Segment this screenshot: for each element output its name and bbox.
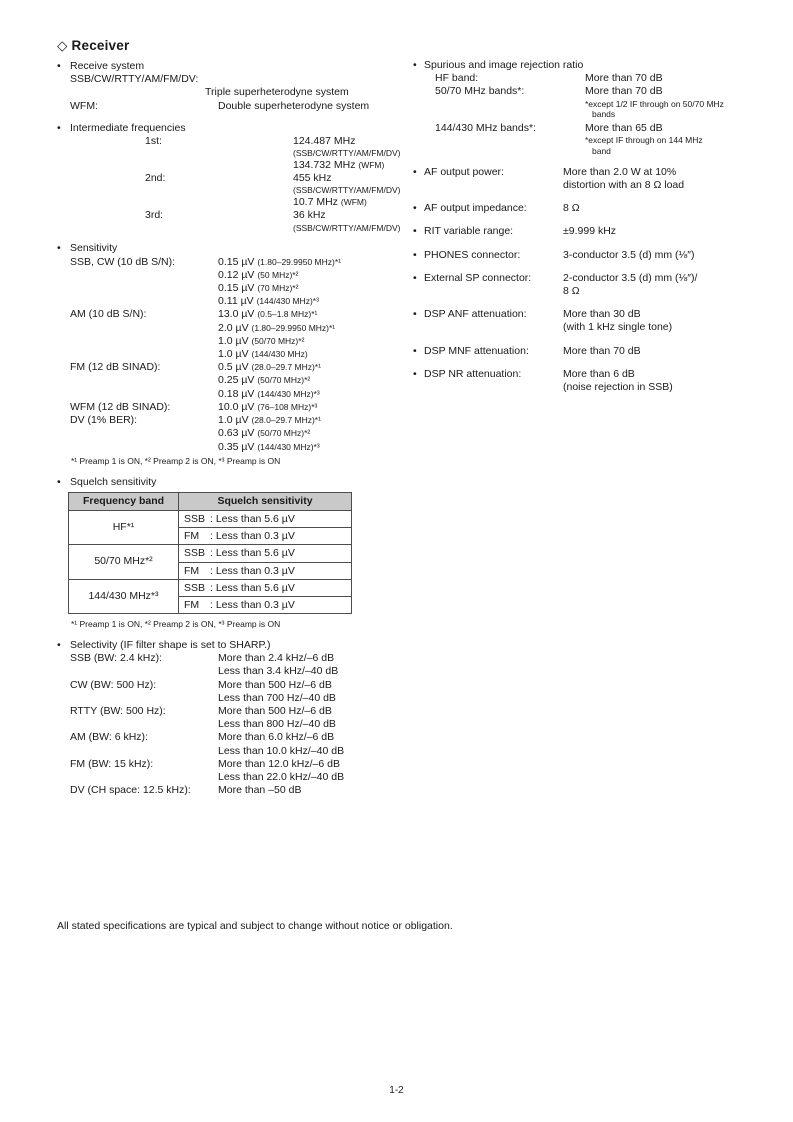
spec-value [218,322,413,335]
spec-value: 0.5 µV [218,361,249,374]
spec-note: (0.5–1.8 MHz)*¹ [257,309,318,320]
rit-variable-range-value: ±9.999 kHz [563,225,617,238]
squelch-heading: Squelch sensitivity [70,475,157,488]
bullet-icon: • [413,271,417,284]
spec-note: (SSB/CW/RTTY/AM/FM/DV) [293,185,401,196]
spec-value: 124.487 MHz [293,135,356,148]
spurious-50-70-label: 50/70 MHz bands*: [435,85,525,98]
spec-row [57,401,413,414]
spec-note: (50/70 MHz)*² [257,428,311,439]
spec-label-row [413,249,563,262]
mode-label: FM [184,530,200,543]
spec-row [57,652,413,678]
spec-value [218,256,413,269]
if-3rd-label: 3rd: [145,209,164,222]
selectivity-dv-label: DV (CH space: 12.5 kHz): [70,784,191,797]
spec-note: (144/430 MHz)*³ [257,441,320,452]
squelch-band-144-430: 144/430 MHz*³ [69,579,179,613]
spurious-144-430-label: 144/430 MHz bands*: [435,122,536,135]
spec-row [57,256,413,309]
spec-row [413,85,753,120]
af-output-impedance-item [413,202,753,215]
spec-note: (50/70 MHz)*² [251,335,305,346]
spec-row [57,414,413,454]
rit-variable-range-item [413,225,753,238]
intermediate-frequencies-section [57,122,413,233]
mode-label: FM [184,564,200,577]
af-output-power-item [413,166,753,192]
page-content [57,37,753,807]
spec-value: 10.0 µV [218,400,255,413]
spec-value: 0.11 µV [218,295,254,308]
bullet-icon: • [413,225,417,238]
spec-note: (144/430 MHz) [251,349,308,360]
receive-system-section [57,60,413,113]
spec-note: (144/430 MHz)*³ [257,388,320,399]
selectivity-heading: Selectivity (IF filter shape is set to SHARP.) [70,638,271,651]
rit-variable-range-label: RIT variable range: [424,225,514,238]
external-sp-connector-item [413,272,753,298]
if-3rd-values [293,209,413,233]
spec-value: More than 2.0 W at 10% [563,165,677,178]
spec-label-row [413,368,563,394]
spec-label-row [413,345,563,358]
spec-note: bands [592,109,616,120]
receive-system-wfm-value: Double superheterodyne system [218,99,370,112]
spec-row [57,172,413,209]
bullet-icon: • [413,59,417,71]
bullet-icon: • [57,638,61,651]
spec-note: (76–108 MHz)*³ [257,401,318,412]
external-sp-connector-values [563,272,753,298]
dsp-anf-attenuation-values [563,308,753,334]
spec-value: Less than 22.0 kHz/–40 dB [218,771,345,784]
squelch-section [57,476,413,630]
af-output-power-label: AF output power: [424,165,504,178]
spec-value [218,335,413,348]
squelch-sens-header: Squelch sensitivity [179,492,352,510]
table-row [69,510,352,527]
spurious-50-70-values [585,85,753,120]
spec-label-row [413,202,563,215]
receive-system-heading: Receive system [70,60,145,72]
bullet-icon: • [57,60,61,72]
spec-label-row [413,225,563,238]
spec-value: Less than 700 Hz/–40 dB [218,691,336,704]
selectivity-cw-values [218,679,413,705]
selectivity-heading-row [57,639,413,652]
left-column [57,37,413,807]
spec-note: (50 MHz)*² [257,269,299,280]
bullet-icon: • [57,242,61,255]
spec-value [218,427,413,440]
spec-note: (WFM) [340,197,367,208]
spurious-hf-label: HF band: [435,72,479,85]
sensitivity-dv-values [218,414,413,454]
sensitivity-footnote: *¹ Preamp 1 is ON, *² Preamp 2 is ON, *³ Preamp is ON [71,455,281,466]
spec-value: (with 1 kHz single tone) [563,321,673,334]
selectivity-fm-values [218,758,413,784]
squelch-value-cell [179,562,352,579]
spec-value [218,401,413,414]
spec-note: band [592,145,611,156]
spec-row [57,100,413,113]
spec-value: 0.25 µV [218,374,255,387]
spec-row [57,361,413,401]
dsp-anf-attenuation-item [413,308,753,334]
spec-value: Less than 10.0 kHz/–40 dB [218,744,345,757]
sensitivity-dv-label: DV (1% BER): [70,414,138,427]
squelch-band-header: Frequency band [69,492,179,510]
if-heading: Intermediate frequencies [70,121,186,134]
if-1st-label: 1st: [145,135,162,148]
phones-connector-value: 3-conductor 3.5 (d) mm (⅛″) [563,248,695,261]
spec-label-row [413,308,563,334]
spec-value [218,374,413,387]
af-output-impedance-value: 8 Ω [563,202,580,215]
sensitivity-fm-values [218,361,413,401]
spec-note: (WFM) [358,160,385,171]
spurious-heading: Spurious and image rejection ratio [424,59,584,71]
dsp-mnf-attenuation-label: DSP MNF attenuation: [424,344,529,357]
spec-value [293,159,413,172]
spec-row [413,72,753,85]
spec-value: 1.0 µV [218,348,249,361]
spec-row [57,758,413,784]
selectivity-ssb-label: SSB (BW: 2.4 kHz): [70,652,162,665]
sensitivity-wfm-values [218,401,413,414]
spec-value: More than 6 dB [563,367,635,380]
spurious-heading-row [413,59,753,72]
spec-value [218,414,413,427]
spec-value: 0.15 µV [218,255,255,268]
spec-value: More than 70 dB [585,85,663,98]
spec-value: More than 30 dB [563,308,641,321]
squelch-value: : Less than 0.3 µV [210,530,295,543]
sensitivity-ssbcw-label: SSB, CW (10 dB S/N): [70,255,176,268]
spec-note: (28.0–29.7 MHz)*¹ [251,362,321,373]
spurious-section [413,59,753,157]
spec-note: (70 MHz)*² [257,282,299,293]
phones-connector-label: PHONES connector: [424,248,521,261]
selectivity-section [57,639,413,798]
spec-value: Less than 800 Hz/–40 dB [218,718,336,731]
footer-note: All stated specifications are typical and subject to change without notice or obligation. [57,920,453,932]
bullet-icon: • [413,308,417,321]
selectivity-fm-label: FM (BW: 15 kHz): [70,757,154,770]
spec-note: (SSB/CW/RTTY/AM/FM/DV) [293,222,401,233]
receive-system-wfm-label: WFM: [70,99,98,112]
squelch-value-cell [179,597,352,614]
spec-label-row [413,272,563,298]
receive-system-heading-row [57,60,413,73]
spec-value: Less than 3.4 kHz/–40 dB [218,665,339,678]
selectivity-ssb-values [218,652,413,678]
spec-value: 2-conductor 3.5 (d) mm (⅛″)/ [563,271,698,284]
spec-row [57,731,413,757]
dsp-mnf-attenuation-item [413,345,753,358]
phones-connector-item [413,249,753,262]
squelch-band-hf: HF*¹ [69,510,179,544]
spec-value [218,361,413,374]
sensitivity-fm-label: FM (12 dB SINAD): [70,361,161,374]
table-row [69,579,352,596]
sensitivity-section [57,242,413,466]
dsp-anf-attenuation-label: DSP ANF attenuation: [424,308,527,321]
dsp-nr-attenuation-item [413,368,753,394]
spurious-144-430-values [585,122,753,157]
spec-row [413,122,753,157]
mode-label: SSB [184,512,206,525]
selectivity-cw-label: CW (BW: 500 Hz): [70,678,157,691]
spec-value [218,282,413,295]
bullet-icon: • [57,475,61,488]
if-2nd-values [293,172,413,209]
dsp-mnf-attenuation-value: More than 70 dB [563,344,641,357]
right-column [413,37,753,404]
selectivity-dv-values [218,784,413,797]
sensitivity-am-label: AM (10 dB S/N): [70,308,147,321]
bullet-icon: • [57,121,61,134]
table-row [69,545,352,562]
spec-note: (1.80–29.9950 MHz)*¹ [257,256,341,267]
sensitivity-wfm-label: WFM (12 dB SINAD): [70,400,171,413]
sensitivity-ssbcw-values [218,256,413,309]
squelch-value-cell [179,545,352,562]
dsp-nr-attenuation-label: DSP NR attenuation: [424,367,522,380]
squelch-value-cell [179,528,352,545]
mode-label: FM [184,599,200,612]
spec-value [218,308,413,321]
spec-label-row [413,166,563,192]
spec-note: *except IF through on 144 MHz [585,135,703,146]
spec-value: 0.15 µV [218,281,255,294]
if-1st-values [293,135,413,172]
selectivity-rtty-values [218,705,413,731]
spec-value: More than 500 Hz/–6 dB [218,705,332,718]
selectivity-am-label: AM (BW: 6 kHz): [70,731,148,744]
page-number: 1-2 [389,1085,404,1096]
dsp-nr-attenuation-values [563,368,753,394]
squelch-value-cell [179,510,352,527]
spec-value: 1.0 µV [218,334,249,347]
squelch-value: : Less than 0.3 µV [210,599,295,612]
squelch-footnote: *¹ Preamp 1 is ON, *² Preamp 2 is ON, *³ Preamp is ON [71,619,281,630]
spec-value: (noise rejection in SSB) [563,381,673,394]
external-sp-connector-label: External SP connector: [424,271,532,284]
sensitivity-am-values [218,308,413,361]
spec-value: More than –50 dB [218,784,302,797]
spec-note: (144/430 MHz)*³ [256,296,319,307]
receive-system-modes-label: SSB/CW/RTTY/AM/FM/DV: [70,73,199,86]
spec-value: 0.35 µV [218,440,255,453]
squelch-table [68,492,352,615]
spec-value: More than 6.0 kHz/–6 dB [218,731,335,744]
spec-value: 455 kHz [293,172,332,185]
spec-value: 36 kHz [293,209,326,222]
spec-value: 13.0 µV [218,308,255,321]
spec-value: 8 Ω [563,285,580,297]
mode-label: SSB [184,547,206,560]
selectivity-am-values [218,731,413,757]
spec-row [57,705,413,731]
sensitivity-heading-row [57,242,413,255]
bullet-icon: • [413,367,417,380]
spec-value: 134.732 MHz [293,159,356,172]
if-heading-row [57,122,413,135]
spec-value: 0.18 µV [218,387,255,400]
spec-value: 1.0 µV [218,414,249,427]
bullet-icon: • [413,248,417,261]
spec-note: (50/70 MHz)*² [257,375,311,386]
spec-value: More than 2.4 kHz/–6 dB [218,652,335,665]
spec-value [293,196,413,209]
spec-value: distortion with an 8 Ω load [563,178,685,191]
squelch-value: : Less than 5.6 µV [210,547,295,560]
receive-system-modes-value: Triple superheterodyne system [205,86,349,99]
squelch-value: : Less than 0.3 µV [210,564,295,577]
spec-value [218,348,413,361]
squelch-value: : Less than 5.6 µV [210,581,295,594]
spec-value [218,269,413,282]
bullet-icon: • [413,202,417,215]
spec-row [57,135,413,172]
spec-row [57,679,413,705]
spec-row [57,784,413,797]
mode-label: SSB [184,581,206,594]
spec-value: More than 500 Hz/–6 dB [218,678,332,691]
squelch-heading-row [57,476,413,489]
sensitivity-heading: Sensitivity [70,242,118,255]
spec-value [218,295,413,308]
squelch-band-50-70: 50/70 MHz*² [69,545,179,579]
spec-row [57,308,413,361]
spec-value [218,441,413,454]
spec-value: 0.12 µV [218,268,255,281]
spec-value: 2.0 µV [218,321,249,334]
af-output-impedance-label: AF output impedance: [424,202,527,215]
af-output-power-values [563,166,753,192]
bullet-icon: • [413,344,417,357]
spec-value: 10.7 MHz [293,196,338,209]
spec-note: (SSB/CW/RTTY/AM/FM/DV) [293,148,401,159]
spec-note: (1.80–29.9950 MHz)*¹ [251,322,336,333]
spec-value: 0.63 µV [218,427,255,440]
spurious-hf-value: More than 70 dB [585,72,663,85]
squelch-value-cell [179,579,352,596]
bullet-icon: • [413,165,417,178]
table-header-row [69,492,352,510]
spec-value: More than 65 dB [585,122,663,135]
spec-value: More than 12.0 kHz/–6 dB [218,757,340,770]
if-2nd-label: 2nd: [145,172,166,185]
spec-note: *except 1/2 IF through on 50/70 MHz [585,98,724,109]
spec-note: (28.0–29.7 MHz)*¹ [251,415,321,426]
spec-row [57,209,413,233]
section-title: ◇ Receiver [57,38,130,53]
squelch-value: : Less than 5.6 µV [210,512,295,525]
spec-value [218,388,413,401]
selectivity-rtty-label: RTTY (BW: 500 Hz): [70,705,166,718]
